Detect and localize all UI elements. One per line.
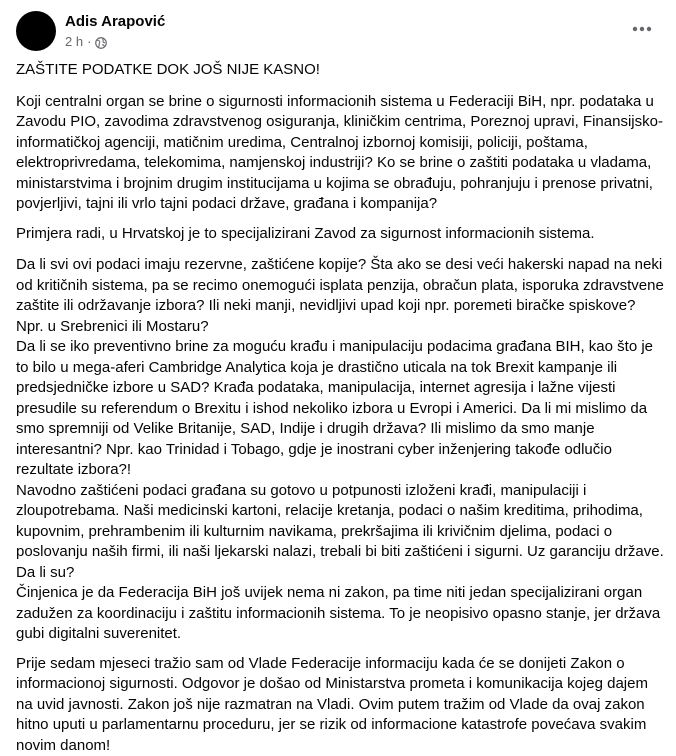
- post-paragraph: Koji centralni organ se brine o sigurnosti informacionih sistema u Federaciji BiH, npr. podataka u Zavodu PIO, zavodima zdravstvenog osiguranja, kliničkim centrima, Poreznoj upravi, Finansijsko-informatičkoj agenciji, matičnim uredima, Centralnoj izbornoj komisiji, policiji, poštama, elektroprivredama, telekomima, namjenskoj industriji? Ko se brine o zaštiti podataka u vladama, ministarstvima i brojnim drugim institucijama u kojima se obrađuju, pohranjuju i prenose privatni, povjerljivi, tajni ili vrlo tajni podaci države, građana i kompanija?: [16, 92, 666, 215]
- more-options-button[interactable]: [628, 14, 656, 42]
- post-paragraph: Činjenica je da Federacija BiH još uvijek nema ni zakon, pa time niti jedan specijalizirani organ zadužen za koordinaciju i zaštitu informacionih sistema. To je neopisivo opasno stanje, jer država gubi digitalni suverenitet.: [16, 583, 666, 645]
- post-paragraph: Prije sedam mjeseci tražio sam od Vlade Federacije informaciju kada će se donijeti Zakon o informacionoj sigurnosti. Odgovor je došao od Ministarstva prometa i komunikacija kojeg dajem na uvid javnosti. Zakon još nije razmatran na Vladi. Ovim putem tražim od Vlade da ovaj zakon hitno uputi u parlamentarnu proceduru, jer se rizik od informacione katastrofe povećava svakim novim danom!: [16, 654, 666, 756]
- post-paragraph: Primjera radi, u Hrvatskoj je to specijalizirani Zavod za sigurnost informacionih sistema.: [16, 224, 666, 245]
- avatar[interactable]: [16, 11, 56, 51]
- separator-dot: ·: [87, 33, 91, 50]
- post-subline: [65, 33, 165, 50]
- post-paragraph: Da li se iko preventivno brine za moguću krađu i manipulaciju podacima građana BIH, kao što je to bilo u mega-aferi Cambridge Analytica koja je drastično uticala na tok Brexit kampanje ili predsjedničke izbore u SAD? Krađa podataka, manipulacija, internet agresija i lažne vijesti presudile su referendum o Brexitu i ishod nekoliko izbora u Evropi i Americi. Da li mi mislimo da smo spremniji od Velike Britanije, SAD, Indije i drugih država? Ili mislimo da smo manje interesantni? Npr. kao Trinidad i Tobago, gdje je inostrani cyber inženjering takođe odlučio rezultate izbora?!: [16, 337, 666, 481]
- post-paragraph: Navodno zaštićeni podaci građana su gotovo u potpunosti izloženi krađi, manipulaciji i zloupotrebama. Naši medicinski kartoni, relacije kretanja, podaci o našim kreditima, prihodima, kupovnim, prehrambenim ili kulturnim navikama, prekršajima ili krivičnim djelima, podaci o poslovanju naših firmi, ili naši ljekarski nalazi, trebali bi biti zaštićeni i sigurni. Uz garanciju države. Da li su?: [16, 481, 666, 584]
- post-paragraph: Da li svi ovi podaci imaju rezervne, zaštićene kopije? Šta ako se desi veći hakerski napad na neki od kritičnih sistema, pa se recimo onemogući isplata penzija, obračun plata, isporuka zdravstvene zaštite ili održavanje izbora? Ili neki manji, nevidljivi upad koji npr. poremeti biračke spiskove? Npr. u Srebrenici ili Mostaru?: [16, 255, 666, 337]
- more-horizontal-icon: [632, 19, 652, 37]
- post-timestamp[interactable]: 2 h: [65, 33, 83, 50]
- post-header: [16, 10, 165, 52]
- post-headline: ZAŠTITE PODATKE DOK JOŠ NIJE KASNO!: [16, 60, 666, 81]
- author-name[interactable]: Adis Arapović: [65, 12, 165, 31]
- post-body: [16, 60, 666, 756]
- post-meta: [65, 12, 165, 50]
- globe-icon[interactable]: [95, 36, 107, 48]
